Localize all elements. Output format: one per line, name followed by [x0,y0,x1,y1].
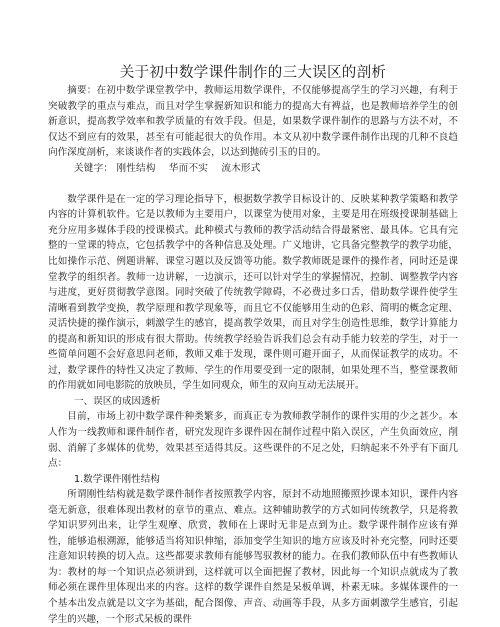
document-body [48,83,458,627]
body-paragraph: 数学课件是在一定的学习理论指导下，根据数学教学目标设计的、反映某种教学策略和教学内容的计算机软件。它是以教师为主要用户，以课堂为使用对象，主要是用在班级授课制基础上充分应用多媒体手段的授课模式。此种模式与教师的教学活动结合得最紧密、最具体。它具有完整的一堂课的特点，它包括教学中的各种信息及处理。广义地讲，它具备完整教学的教学功能，比如操作示范、例题讲解、课堂习题以及反馈等功能。数学教师既是课件的操作者，同时还是课堂教学的组织者。教师一边讲解，一边演示，还可以针对学生的掌握情况，控制、调整教学内容与进度，更好贯彻教学意图。同时突破了传统教学障碍，不必费过多口舌，借助数学课件使学生清晰看到教学变换，教学原理和教学现象等，而且它不仅能够用生动的色彩、简明的概念定理、灵活快捷的操作演示，刺激学生的感官，提高教学效果，而且对学生创造性思维，数学计算能力的提高和新知识的形成有很大帮助。传统教学经验告诉我们总会有动手能力较差的学生，对于一些简单问题不会好意思问老师，教师又难于发现，课件则可避开面子，从而保证教学的成功。不过，数学课件的特性又决定了教师、学生的作用要受到一定的限制，如果处理不当，整堂课教师的作用就如同电影院的放映员，学生如同观众，师生的双向互动无法展开。 [48,193,458,392]
body-paragraph: 目前，市场上初中数学课件种类繁多，而真正专为教师教学制作的课件实用的少之甚少。本人作为一线教师和课件制作者，研究发现许多课件因在制作过程中陷入误区，产生负面效应，削弱、消解了多媒体的优势，效果甚至适得其反。这些课件的不足之处，归纳起来不外乎有下面几点： [48,411,458,470]
keyword-item: 刚性结构 [116,162,156,174]
document-title: 关于初中数学课件制作的三大误区的剖析 [119,65,387,81]
keywords-label: 关键字： [74,162,114,174]
body-paragraph: 所谓刚性结构就是数学课件制作者按照教学内容，原封不动地照搬照抄课本知识，课件内容毫无新意，很难体现出教材的章节的重点、难点。这种辅助教学的方式如同传统教学，只是将教学知识罗列出来，让学生观摩、欣赏，教师在上课时无非是点到为止。数学课件制作应该有弹性，能够追根溯源，能够适当将知识伸缩，添加变学生知识的地方应该及时补充完整，同时还要注意知识转换的切入点。这些都要求教师有能够驾驭教材的能力。在我们教师队伍中有些教师认为：教材的每一个知识点必须讲到，这样就可以全面把握了教材，因此每一个知识点就成为了教师必须在课件里体现出来的内容。这样的数学课件自然是呆板单调，朴素无味。多媒体课件的一个基本出发点就是以文字为基础，配合图像、声音、动画等手段，从多方面刺激学生感官，引起学生的兴趣，一个形式呆板的课件 [48,489,458,625]
section-heading: 一、误区的成因透析 [74,395,161,407]
keyword-item: 华而不实 [168,162,209,174]
section-spacer [48,176,458,192]
document-page [48,0,458,625]
keyword-item: 流木形式 [221,162,261,174]
subsection-heading: 1.数学课件刚性结构 [74,473,160,485]
keywords-line [48,161,458,177]
abstract-paragraph: 摘要：在初中数学课堂教学中，教师运用数学课件，不仅能够提高学生的学习兴趣，有利于突破教学的重点与难点，而且对学生掌握新知识和能力的提高大有裨益，也是教师培养学生的创新意识，提高教学效率和教学质量的有效手段。但是，如果数学课件制作的思路与方法不对，不仅达不到应有的效果，甚至有可能起很大的负作用。本文从初中数学课件制作出现的几种不良趋向作深度剖析，来谈谈作者的实践体会，以达到抛砖引玉的目的。 [48,85,458,159]
